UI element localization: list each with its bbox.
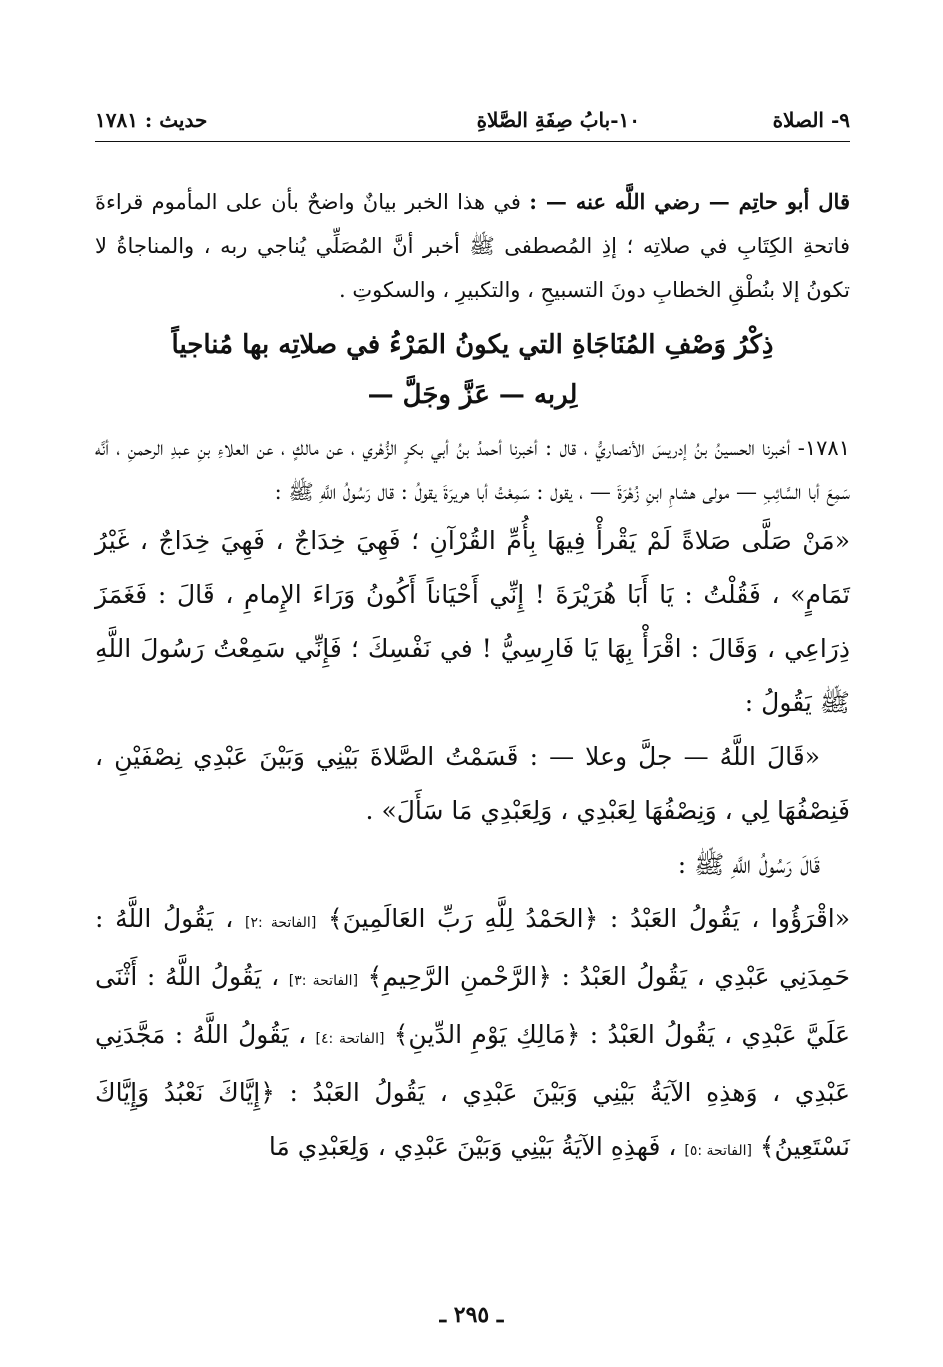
matn-4-part-c: ، يَقُولُ اللَّهُ : أَثْنَى عَلَيَّ عَبْدِي ، يَقُولُ العَبْدُ : ﴿مَالِكِ يَوْمِ الدِّينِ﴾ xyxy=(95,962,850,1049)
matn-4-part-b: ، يَقُولُ اللَّهُ : حَمِدَنِي عَبْدِي ، يَقُولُ العَبْدُ : ﴿الرَّحْمنِ الرَّحِيمِ﴾ xyxy=(95,904,851,991)
quran-citation-2: [الفاتحة :٣] xyxy=(288,973,359,989)
quran-citation-4: [الفاتحة :٥] xyxy=(684,1143,752,1159)
header-rule xyxy=(95,141,850,142)
running-header xyxy=(95,100,850,140)
chapter-title: ٩- الصلاة xyxy=(772,108,850,132)
intro-paragraph xyxy=(95,180,850,312)
page-body xyxy=(95,180,850,1178)
section-heading: ١٠-بابُ صِفَةِ الصَّلاةِ xyxy=(476,108,640,132)
quran-citation-3: [الفاتحة :٤] xyxy=(315,1031,385,1047)
chapter-section-title xyxy=(95,320,850,420)
section-title-line-1: ذِكْرُ وَصْفِ المُنَاجَاةِ التي يكونُ المَرْءُ في صلاتِه بها مُناجياً xyxy=(171,330,774,360)
hadith-matn-4 xyxy=(95,892,850,1178)
hadith-matn-3: قَالَ رَسُولُ اللَّهِ ﷺ : xyxy=(677,850,820,879)
matn-4-part-d: ، يَقُولُ اللَّهُ : مَجَّدَنِي عَبْدِي ، وَهذِهِ الآيَةُ بَيْنِي وَبَيْنَ عَبْدِي ، يَقُولُ العَبْدُ : ﴿إِيَّاكَ نَعْبُدُ وَإِيَّاكَ نَسْتَعِينُ﴾ xyxy=(95,1020,850,1161)
hadith-matn-2: «قَالَ اللَّهُ — جلَّ وعلا — : قَسَمْتُ الصَّلاةَ بَيْنِي وَبَيْنَ عَبْدِي نِصْفَيْنِ ، فَنِصْفُهَا لِي ، وَنِصْفُهَا لِعَبْدِي ، وَلِعَبْدِي مَا سَأَلَ» . xyxy=(95,742,850,825)
matn-4-part-e: ، فَهذِهِ الآيَةُ بَيْنِي وَبَيْنَ عَبْدِي ، وَلِعَبْدِي مَا xyxy=(268,1132,677,1161)
matn-4-part-a: «اقْرَؤُوا ، يَقُولُ العَبْدُ : ﴿الحَمْدُ لِلَّهِ رَبِّ العَالَمِينَ﴾ xyxy=(327,904,851,933)
hadith-matn-1: «مَنْ صَلَّى صَلاةً لَمْ يَقْرأْ فِيهَا بِأُمِّ القُرْآنِ ؛ فَهِيَ خِدَاجٌ ، فَهِيَ خِدَاجٌ ، غَيْرُ تَمَامٍ» ، فَقُلْتُ : يَا أَبَا هُرَيْرَةَ ! إِنِّي أَحْيَاناً أَكُونُ وَرَاءَ الإِمامِ ، قَالَ : فَغَمَزَ ذِرَاعِي ، وَقَالَ : اقْرَأْ بِهَا يَا فَارِسِيُّ ! في نَفْسِكَ ؛ فَإِنِّي سَمِعْتُ رَسُولَ اللَّهِ ﷺ يَقُولُ : xyxy=(95,526,850,717)
section-title-line-2: لِربه — عَزَّ وجَلَّ — xyxy=(367,380,578,410)
hadith-number-label: حديث : ١٧٨١ xyxy=(95,108,208,132)
intro-lead: قال أبو حاتِم — رضي اللَّه عنه — : xyxy=(529,189,850,214)
intro-text: في هذا الخبر بيانٌ واضحٌ بأن على المأموم قراءةَ فاتحةِ الكِتَابِ في صلاتِه ؛ إذِ المُصطفى ﷺ أخبر أنَّ المُصَلِّي يُناجي ربه ، والمناجاةُ لا تكونُ إلا بنُطْقِ الخطابِ دونَ التسبيحِ ، والتكبيرِ ، والسكوتِ . xyxy=(95,190,850,302)
quran-citation-1: [الفاتحة :٢] xyxy=(245,915,317,931)
page-number: ـ ٢٩٥ ـ xyxy=(439,1302,504,1328)
hadith-isnad: ١٧٨١- أخبرنا الحسينُ بنُ إدريسَ الأنصاريُّ ، قال : أخبرنا أحمدُ بنُ أبي بكرٍ الزُّهْري ، عن مالكٍ ، عن العلاءِ بنِ عبدِ الرحمنِ ، أنَّه سَمِعَ أبا السَّائِبِ — مولى هشامِ ابنِ زُهْرَةَ — ، يقول : سَمِعْتُ أبا هريرَةَ يقولُ : قال رَسُولُ اللَّهِ ﷺ : xyxy=(95,436,850,504)
